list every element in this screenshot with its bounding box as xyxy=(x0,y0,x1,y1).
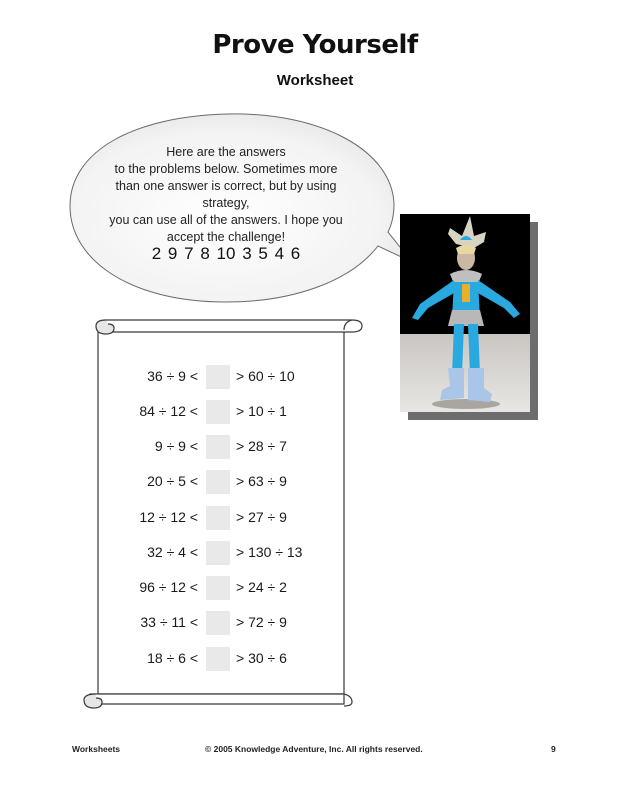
answer-box[interactable] xyxy=(206,576,230,600)
problem-right: > 30 ÷ 6 xyxy=(236,650,287,666)
problem-row xyxy=(110,576,350,600)
bubble-line: than one answer is correct, but by using strategy, xyxy=(115,179,337,210)
answer-box[interactable] xyxy=(206,647,230,671)
answer-box[interactable] xyxy=(206,365,230,389)
bubble-line: accept the challenge! xyxy=(166,230,286,244)
problem-row xyxy=(110,647,350,671)
problem-right: > 28 ÷ 7 xyxy=(236,438,287,454)
problem-right: > 130 ÷ 13 xyxy=(236,544,303,560)
footer-page-number: 9 xyxy=(551,744,556,754)
answer-number: 6 xyxy=(290,244,301,263)
problem-row xyxy=(110,365,350,389)
problem-left: 96 ÷ 12 < xyxy=(139,579,198,595)
problem-left: 33 ÷ 11 < xyxy=(140,614,198,630)
answer-box[interactable] xyxy=(206,470,230,494)
answer-number: 3 xyxy=(242,244,252,263)
page-subtitle: Worksheet xyxy=(276,72,354,89)
answer-number: 9 xyxy=(167,244,178,263)
problem-right: > 63 ÷ 9 xyxy=(236,473,287,489)
answer-number: 8 xyxy=(200,244,210,263)
problem-right: > 10 ÷ 1 xyxy=(236,403,287,419)
problem-row xyxy=(110,506,350,530)
answer-number: 7 xyxy=(184,244,194,263)
answer-number: 5 xyxy=(258,244,268,263)
answer-box[interactable] xyxy=(206,541,230,565)
problem-left: 12 ÷ 12 < xyxy=(139,509,198,525)
problem-left: 84 ÷ 12 < xyxy=(139,403,198,419)
problem-left: 18 ÷ 6 < xyxy=(147,650,198,666)
problem-right: > 72 ÷ 9 xyxy=(236,614,287,630)
problem-row xyxy=(110,435,350,459)
problem-row xyxy=(110,611,350,635)
problem-left: 36 ÷ 9 < xyxy=(147,368,198,384)
bubble-line: Here are the answers xyxy=(166,145,286,159)
answer-box[interactable] xyxy=(206,611,230,635)
answer-box[interactable] xyxy=(206,400,230,424)
answer-box[interactable] xyxy=(206,506,230,530)
problem-right: > 24 ÷ 2 xyxy=(236,579,287,595)
answer-number: 10 xyxy=(216,244,236,263)
page-title: Prove Yourself xyxy=(212,30,418,60)
bubble-line: you can use all of the answers. I hope you xyxy=(109,213,343,227)
problem-left: 9 ÷ 9 < xyxy=(154,438,198,454)
answer-box[interactable] xyxy=(206,435,230,459)
problem-left: 32 ÷ 4 < xyxy=(147,544,198,560)
problem-row xyxy=(110,541,350,565)
problem-row xyxy=(110,400,350,424)
footer-copyright: © 2005 Knowledge Adventure, Inc. All rights reserved. xyxy=(205,744,423,754)
problem-left: 20 ÷ 5 < xyxy=(147,473,198,489)
answer-number: 4 xyxy=(274,244,285,263)
problem-right: > 60 ÷ 10 xyxy=(236,368,295,384)
bubble-line: to the problems below. Sometimes more xyxy=(114,162,338,176)
footer-section-label: Worksheets xyxy=(72,744,121,754)
problem-row xyxy=(110,470,350,494)
answer-number: 2 xyxy=(151,244,162,263)
problem-right: > 27 ÷ 9 xyxy=(236,509,287,525)
